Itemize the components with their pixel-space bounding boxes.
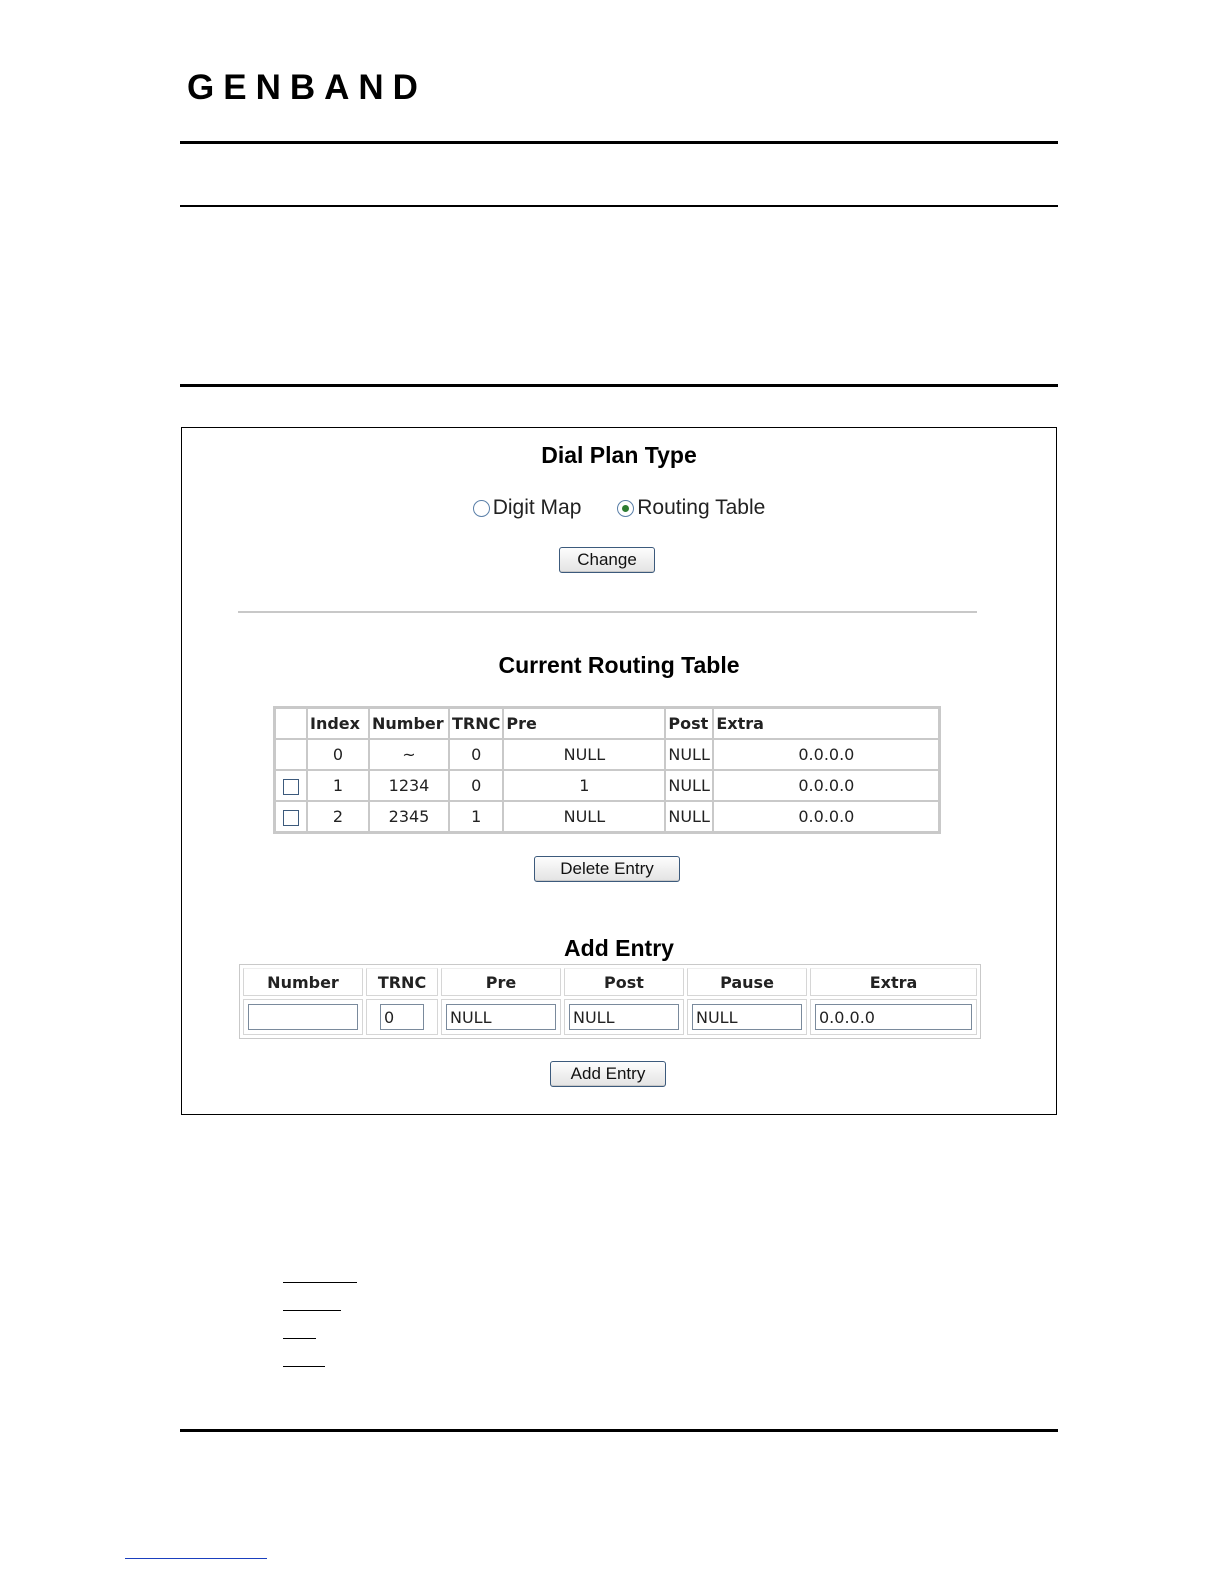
section-rule-lower [180, 384, 1058, 387]
cell-trnc: 0 [449, 770, 503, 801]
radio-digit-map[interactable] [473, 496, 582, 520]
routing-table-header-row [275, 708, 939, 739]
cell-index: 0 [307, 739, 369, 770]
header-trnc: TRNC [449, 708, 503, 739]
trnc-input[interactable] [380, 1004, 424, 1030]
add-cell-number [243, 999, 363, 1035]
link-underline-1[interactable] [283, 1282, 357, 1283]
add-cell-pre [441, 999, 561, 1035]
routing-table-title: Current Routing Table [498, 652, 740, 678]
cell-extra: 0.0.0.0 [713, 801, 939, 832]
dial-plan-radio-group [182, 496, 1056, 523]
row-select [275, 770, 307, 801]
cell-pre: 1 [503, 770, 665, 801]
number-input[interactable] [248, 1004, 358, 1030]
header-pre: Pre [503, 708, 665, 739]
cell-trnc: 1 [449, 801, 503, 832]
routing-table [273, 706, 941, 834]
radio-digit-map-circle[interactable] [473, 500, 490, 517]
add-entry-button[interactable]: Add Entry [550, 1061, 666, 1087]
cell-index: 2 [307, 801, 369, 832]
radio-routing-table-label: Routing Table [637, 496, 766, 519]
row-select [275, 801, 307, 832]
add-cell-extra [810, 999, 977, 1035]
radio-routing-table[interactable] [617, 496, 765, 520]
post-input[interactable] [569, 1004, 679, 1030]
link-underline-4[interactable] [283, 1366, 325, 1367]
radio-routing-table-circle[interactable] [617, 500, 634, 517]
add-cell-trnc [366, 999, 438, 1035]
cell-pre: NULL [503, 801, 665, 832]
cell-number: 2345 [369, 801, 449, 832]
add-entry-input-row [243, 999, 977, 1035]
footer-rule [180, 1429, 1058, 1432]
cell-post: NULL [665, 770, 713, 801]
cell-index: 1 [307, 770, 369, 801]
table-row [275, 739, 939, 770]
header-select [275, 708, 307, 739]
link-underline-3[interactable] [283, 1338, 316, 1339]
row-checkbox[interactable] [283, 779, 299, 795]
extra-input[interactable] [815, 1004, 972, 1030]
table-row [275, 770, 939, 801]
cell-post: NULL [665, 801, 713, 832]
add-entry-header-row [243, 968, 977, 996]
row-select-empty [275, 739, 307, 770]
header-number: Number [369, 708, 449, 739]
delete-entry-button[interactable]: Delete Entry [534, 856, 680, 882]
cell-trnc: 0 [449, 739, 503, 770]
cell-number: ~ [369, 739, 449, 770]
cell-number: 1234 [369, 770, 449, 801]
header-index: Index [307, 708, 369, 739]
cell-extra: 0.0.0.0 [713, 739, 939, 770]
genband-logo: GENBAND [187, 68, 427, 107]
link-underline-2[interactable] [283, 1310, 341, 1311]
cell-post: NULL [665, 739, 713, 770]
dial-plan-panel [181, 427, 1057, 1115]
add-header-pre: Pre [441, 968, 561, 996]
cell-extra: 0.0.0.0 [713, 770, 939, 801]
header-post: Post [665, 708, 713, 739]
section-rule [180, 205, 1058, 207]
change-button[interactable]: Change [559, 547, 655, 573]
pre-input[interactable] [446, 1004, 556, 1030]
radio-digit-map-label: Digit Map [492, 496, 582, 519]
add-entry-title: Add Entry [564, 935, 674, 961]
row-checkbox[interactable] [283, 810, 299, 826]
table-row [275, 801, 939, 832]
footer-link-underline[interactable] [125, 1558, 267, 1559]
header-extra: Extra [713, 708, 939, 739]
add-header-pause: Pause [687, 968, 807, 996]
add-header-number: Number [243, 968, 363, 996]
pause-input[interactable] [692, 1004, 802, 1030]
add-header-trnc: TRNC [366, 968, 438, 996]
add-cell-pause [687, 999, 807, 1035]
divider [238, 611, 977, 613]
add-entry-table [239, 964, 981, 1039]
add-header-post: Post [564, 968, 684, 996]
cell-pre: NULL [503, 739, 665, 770]
add-header-extra: Extra [810, 968, 977, 996]
header-rule [180, 141, 1058, 144]
dial-plan-title: Dial Plan Type [541, 442, 697, 468]
add-cell-post [564, 999, 684, 1035]
